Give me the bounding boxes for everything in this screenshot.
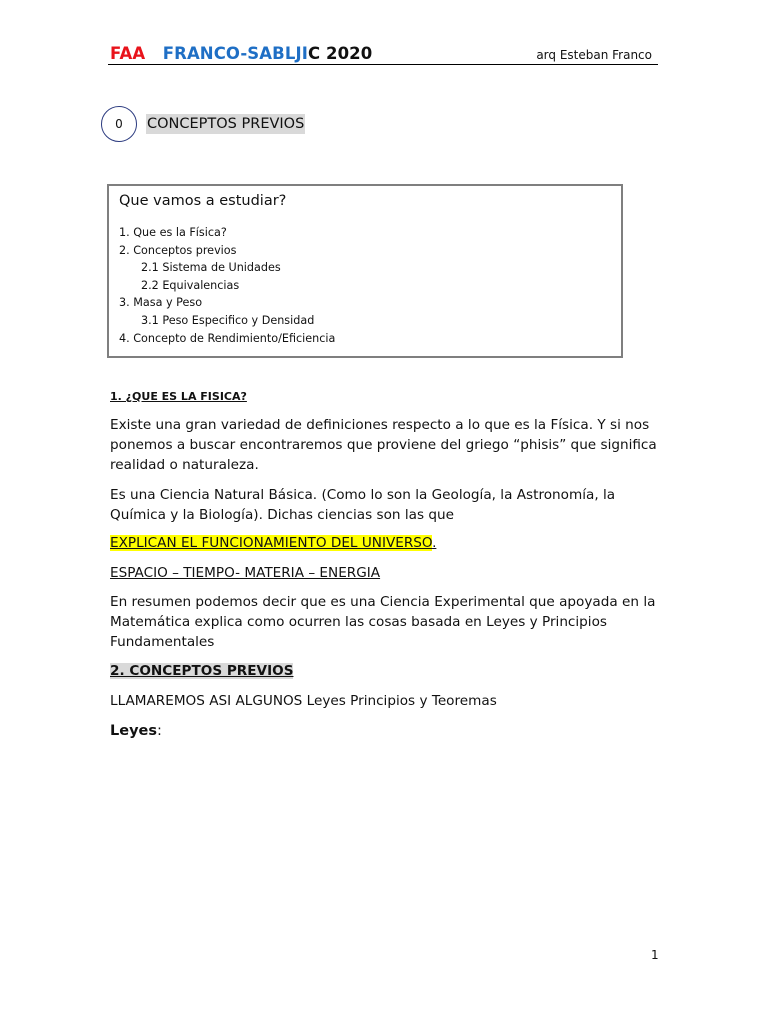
highlight-line	[110, 535, 436, 551]
header-author: arq Esteban Franco	[536, 48, 652, 62]
toc-box	[107, 184, 623, 358]
header-title-year: C 2020	[307, 44, 373, 63]
toc-list	[119, 224, 335, 347]
toc-item: 1. Que es la Física?	[119, 226, 227, 239]
toc-subitem: 2.2 Equivalencias	[141, 278, 240, 292]
toc-title: Que vamos a estudiar?	[119, 193, 287, 209]
paragraph-ciencia-natural: Es una Ciencia Natural Básica. (Como lo son la Geología, la Astronomía, la Química y la Biología). Dichas ciencias son las que	[110, 487, 616, 523]
page-number: 1	[651, 948, 659, 962]
header-title-faa: FAA	[110, 44, 146, 63]
leyes-colon: :	[157, 723, 162, 739]
toc-item: 2. Conceptos previos	[119, 243, 237, 257]
section-number-badge	[101, 106, 137, 142]
toc-item: 3. Masa y Peso	[119, 296, 203, 310]
toc-item: 4. Concepto de Rendimiento/Eficiencia	[119, 331, 336, 345]
heading-que-es-la-fisica: 1. ¿QUE ES LA FISICA?	[110, 390, 247, 403]
page-header	[108, 44, 658, 65]
section-number: 0	[115, 117, 123, 131]
section-title: CONCEPTOS PREVIOS	[147, 116, 305, 132]
paragraph-resumen: En resumen podemos decir que es una Ciencia Experimental que apoyada en la Matemática explica como ocurren las cosas basada en Leyes y Principios Fundamentales	[110, 594, 656, 650]
highlighted-text: EXPLICAN EL FUNCIONAMIENTO DEL UNIVERSO	[110, 535, 433, 551]
concepts-line: ESPACIO – TIEMPO- MATERIA – ENERGIA	[110, 565, 381, 581]
toc-subitem: 3.1 Peso Especifico y Densidad	[141, 313, 315, 327]
toc-subitem: 2.1 Sistema de Unidades	[141, 261, 281, 275]
paragraph-llamaremos: LLAMAREMOS ASI ALGUNOS Leyes Principios y Teoremas	[110, 693, 497, 709]
header-title	[110, 44, 372, 63]
leyes-heading	[110, 723, 162, 739]
paragraph-definiciones: Existe una gran variedad de definiciones respecto a lo que es la Física. Y si nos ponemos a buscar encontraremos que proviene del griego “phisis” que significa realidad o naturaleza.	[110, 417, 657, 473]
leyes-label: Leyes	[110, 723, 157, 739]
highlight-period: .	[432, 535, 437, 551]
header-title-franco-sablji: FRANCO-SABLJI	[162, 44, 308, 63]
heading-conceptos-previos: 2. CONCEPTOS PREVIOS	[110, 663, 294, 679]
